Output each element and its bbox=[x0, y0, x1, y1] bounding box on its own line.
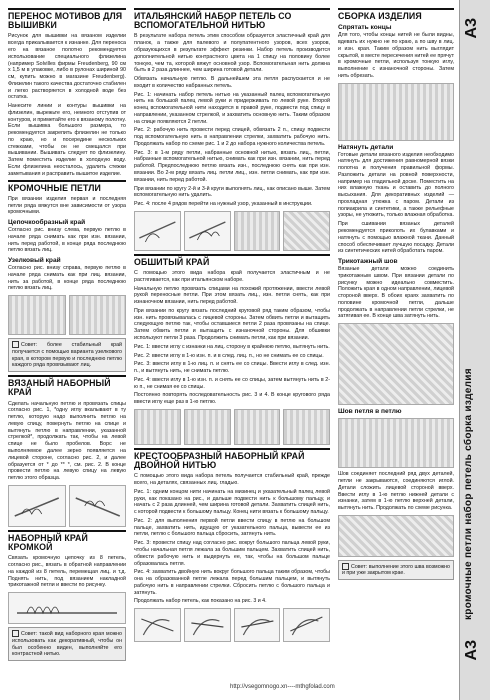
paragraph: Обвязать начальную петлю. В дальнейшем эта петля распускается и не входит в количество набранных петель. bbox=[134, 76, 330, 89]
hand-illustration bbox=[284, 609, 329, 641]
figure-row bbox=[8, 485, 126, 527]
column-middle bbox=[134, 8, 330, 645]
chain-edge-swatch-image bbox=[8, 295, 66, 335]
subheading-knit-seam: Трикотажный шов bbox=[338, 258, 398, 266]
paragraph: Начальную петлю провязать спицами на похожий протяжении, ввести левой рукой переносные петли. При этом вязать лиц., изн. петли снять, как при изнаночном вязании, нить перед работой. bbox=[134, 285, 330, 306]
paragraph: С помощью этого вида набора край получается эластичным и не растягивается, как при итальянском наборе. bbox=[134, 270, 330, 283]
hide-ends-figure bbox=[338, 83, 454, 141]
hand-illustration bbox=[135, 609, 180, 641]
section-divider bbox=[8, 530, 126, 532]
paragraph: Сделать начальную петлю и провязать спицы согласно рис. 1, *одну иглу вкалывают в ту петлю, которую надо выполнить петлю на левую спицу, повернуть петлю на спице и вытянуть петлю в направлении, указанной стрелкой*, продолжать так, чтобы на левой спице не было пробелов. Ворс не выполняемое далее зерно появляется на лицевой стороне, согласно рис. 2, и далее образуется от * до ** *, см. рис. 2. В конце провести петлю на левую спицу на левую петлю этого образца. bbox=[8, 400, 126, 482]
paragraph: Рис. 2: ввести иглу в 1-ю изн. п. и в след. лиц. п., но не снимать ее со спицы. bbox=[134, 352, 324, 359]
section-title-edge-stitches: КРОМОЧНЫЕ ПЕТЛИ bbox=[8, 182, 101, 193]
subheading-chain-edge: Цепочкообразный край bbox=[8, 219, 86, 227]
paragraph: Рис. 4: ввести иглу в 1-ю изн. п. и снять ее со спицы, затем вытянуть нить в 2-ю п., не снимая ее со спицы. bbox=[134, 376, 330, 390]
needle-illustration bbox=[70, 486, 126, 526]
section-divider bbox=[8, 8, 126, 10]
paragraph: Рис. 3: ввести иглу в 1-ю лиц. п. и снять ее со спицы. Ввести иглу в след. изн. п., и вытянуть нить, не снимать петлю. bbox=[134, 361, 330, 375]
paragraph: Связать кромочную цепочку из 8 петель, согласно рис., вязать в обратной направлении на каждой из 8 петель, перемещая лиц. и т.д. Поднять нить, под вязанием накладной трикотажной петли и ввести по рисунку. bbox=[8, 555, 126, 589]
italian-cast-on-figure-3 bbox=[234, 211, 281, 251]
section-divider bbox=[134, 8, 330, 10]
italian-cast-on-figure-4 bbox=[283, 211, 330, 251]
section-divider bbox=[8, 375, 126, 377]
sidebar-running-title: кромочные петли набор петель сборка изделия bbox=[463, 368, 474, 620]
sewn-edge-figure-1 bbox=[134, 409, 181, 445]
needle-illustration bbox=[185, 212, 230, 250]
cross-cast-on-figure-1 bbox=[134, 608, 181, 642]
tip-text: Совет: более стабильный край получается с помощью варианта узелкового края, в котором первую и последнюю петлю каждого ряда провязывают лиц. bbox=[12, 342, 122, 369]
paragraph: При вязании по кругу 2-й и 3-й круги выполнять лиц., как описано выше. Затем вспомогательную нить удалить. bbox=[134, 185, 330, 199]
subheading-hide-ends: Спрятать концы bbox=[338, 24, 392, 32]
paragraph: При сшивании вязаных деталей рекомендуется приколоть их булавками и натянуть с помощью влажной ткани. Данный способ обеспечивает лучшую посадку. Детали из синтетических нитей обработать паром. bbox=[338, 221, 454, 255]
paragraph: Рисунок для вышивки на вязаном изделии всегда прикалывается к изнанке. Для переноса его на вязаное полотно рекомендуется использование специального флизелина (например Solvilles фирмы Freudenberg, 90 см x 1,5 м в упаковке, либо в рулонах шириной 90 см, купить можно в магазине Freudenberg). Флизелин такого качества достаточно стабилен и легко растворяется в холодной воде без остатка. bbox=[8, 33, 126, 101]
paragraph: В результате набора петель этим способом образуется эластичный край для планок, а также для палевого и полупатентного узоров, всех узоров, образующихся в результате эффект резинки. Набор петель производится дополнительной нитью контрастного цвета на 1 спицу на половину более тонкую, чем та, которой вяжут основной узор. Вспомогательная нить должна быть в 2 раза длиннее, чем ширина готовой детали. bbox=[134, 33, 330, 74]
tip-box bbox=[8, 338, 126, 372]
page-section-label: A3 bbox=[463, 18, 480, 39]
paragraph: Согласно рис. внизу слева, первую петлю в начале ряда снимать как при изн. вязании, нить перед работой, в конце ряда последнюю петлю вязать лиц. bbox=[8, 227, 126, 254]
paragraph: Рис. 2: рабочую нить провести перед спицей, обвязать 2 п., спицу подвести под вспомогательную нить в направлении стрелки, захватить рабочую нить. Продолжать набор по схеме рис. 1 и 2 до набора нужного количества петель. bbox=[134, 127, 330, 147]
figure-row bbox=[134, 409, 330, 445]
paragraph: Рис. 1: одним концом нити начинать на мизинец и указательный палец левой руки, как показано на рис., и дальше подвести нить к большому пальцу, и начать с 2 раза длинней, чем ширина готовой детали. Захватить спицей нить, с которой подвести к большому пальцу. Конец нити вязать к большому пальцу. bbox=[134, 488, 330, 516]
section-title-cross-cast-on: КРЕСТООБРАЗНЫЙ НАБОРНЫЙ КРАЙ ДВОЙНОЙ НИТЬЮ bbox=[134, 450, 305, 471]
paragraph: Согласно рис. внизу справа, первую петлю в начале ряда снимать как при лиц. вязании, нить за работой, в конце ряда последнюю петлю вязать лиц. bbox=[8, 265, 126, 292]
paragraph: Рис. 1: ввести иглу с изнанки на лиц. сторону в крайнюю петлю, вытянуть нить. bbox=[134, 343, 330, 350]
paragraph: Рис. 2: для выполнения первой петли ввести спицу в петлю на большом пальце, захватить нить, идущую от указательного пальца, вывести ее из петли, петлю с большого пальца сбросить, затянуть нить. bbox=[134, 517, 330, 538]
subheading-knot-edge: Узелковый край bbox=[8, 257, 61, 265]
paragraph: При вязании изделия первая и последняя петли ряда вяжутся вне зависимости от узора кромочными. bbox=[8, 195, 126, 216]
section-title-assembly: СБОРКА ИЗДЕЛИЯ bbox=[338, 11, 422, 21]
section-divider bbox=[338, 8, 454, 10]
tip-text: Совет: выполнение этого шва возможно и при уже закрытом крае. bbox=[342, 563, 450, 577]
column-left bbox=[8, 8, 126, 664]
checkbox-icon bbox=[12, 341, 19, 348]
cross-cast-on-figure-4 bbox=[283, 608, 330, 642]
tip-box bbox=[8, 627, 126, 661]
subheading-block-pieces: Натянуть детали bbox=[338, 143, 394, 151]
section-title-crochet-cast-on: НАБОРНЫЙ КРАЙ КРОМКОЙ bbox=[8, 532, 88, 553]
sewn-edge-figure-4 bbox=[283, 409, 330, 445]
hand-illustration bbox=[185, 609, 230, 641]
section-title-sewn-edge: ОБШИТЫЙ КРАЙ bbox=[134, 256, 210, 267]
paragraph: Постоянно повторять последовательность рис. 3 и 4. В конце кругового ряда ввести иглу еще раз в 1-ю петлю. bbox=[134, 392, 330, 406]
knot-edge-swatch-image bbox=[69, 295, 127, 335]
italian-cast-on-figure-1 bbox=[134, 211, 181, 251]
tip-text: Совет: такой вид наборного края можно использовать как декоративный, чтобы он был особенно виден, выполняйте его контрастной нитью. bbox=[12, 631, 122, 658]
crochet-cast-on-figure bbox=[8, 592, 126, 624]
checkbox-icon bbox=[12, 630, 19, 637]
paragraph: Рис. 4: захватить двойную нить вокруг большого пальца таким образом, чтобы она на образованной петле лежала перед большим пальцем, и вытянуть рабочую нить в направлении стрелки. Сбросить петлю с большого пальца и затянуть. bbox=[134, 569, 330, 596]
knitted-cast-on-figure-2 bbox=[69, 485, 127, 527]
crochet-illustration bbox=[9, 593, 125, 623]
paragraph: Продолжать набор петель, как показано на рис. 3 и 4. bbox=[134, 598, 267, 605]
loop-seam-figure-2 bbox=[338, 515, 454, 557]
figure-row bbox=[8, 295, 126, 335]
needle-illustration bbox=[135, 212, 180, 250]
page-sidebar bbox=[459, 0, 490, 700]
section-divider bbox=[134, 254, 330, 256]
paragraph: С помощью этого вида набора петель получается стабильный край, прежде всего, на деталях, связанных лиц. гладью. bbox=[134, 473, 330, 487]
paragraph: Рис. 3: провести спицу над согласно рис. вокруг большого пальца левой руки, чтобы начальная петля лежала за большим пальцем. Захватить спицей нить, обвести рабочую нить и выдернуть ее, так, чтобы на большом пальце образовалась петля. bbox=[134, 540, 330, 567]
paragraph: Рис. 3: в 1-м ряду петли, набранные основной нитью, вязать лиц., петли, набранные вспомогательной нитью, снимать как при изн. вязании, нить перед работой. Предпоследнюю петлю вязать изн., последнюю снять как при изн. вязании. Во 2-м ряду вязать лиц. петли лиц., изн. петли снимать, как при изн. вязании, нить перед работой. bbox=[134, 149, 330, 183]
checkbox-icon bbox=[342, 563, 349, 570]
source-url[interactable]: http://vsegomnogo.xn----mthgfolad.com bbox=[230, 684, 335, 690]
paragraph: Рис. 4: после 4 рядов перейти на нужный узор, указанный в инструкции. bbox=[134, 201, 313, 208]
sewn-edge-figure-3 bbox=[234, 409, 281, 445]
knit-seam-figure bbox=[338, 323, 454, 405]
paragraph: Нанесите линии и контуры вышивки на флизелин, вырежьте его, немного отступив от контуров, и приметайте его к вязаному полотну. Если вышивка большого размера, то рекомендуется закрепить флизелин не только по краю, но и посередине нескольких стежками, чтобы он не смещался при вышивании. Вышивать следует по флизелину. Затем поместить изделие в холодную воду. Если флизелина неосталось, удалить стежки заметывания и расправить вышитое изделие. bbox=[8, 103, 126, 177]
figure-row bbox=[134, 608, 330, 642]
needle-illustration bbox=[9, 486, 65, 526]
column-right bbox=[338, 8, 454, 583]
subheading-loop-to-loop-seam: Шов петля в петлю bbox=[338, 408, 402, 416]
section-title-italian-cast-on: ИТАЛЬЯНСКИЙ НАБОР ПЕТЕЛЬ СО ВСПОМОГАТЕЛЬНОЙ НИТЬЮ bbox=[134, 11, 292, 31]
paragraph: Готовые детали вязаного изделия необходимо натянуть для достижения равномерной вязки полотна и получения правильной формы. Разложить детали на ровной поверхности, например на гладильной доске. Поместить на них влажную ткань и оставить до полного высыхания. Для декоративных изделий — прохладная утюжка с паром. Детали из полиакрила и синтетики, а также рельефные узоры, не утюжить, только влажная обработка. bbox=[338, 151, 454, 219]
hand-illustration bbox=[235, 609, 280, 641]
figure-row bbox=[134, 211, 330, 251]
sewn-edge-figure-2 bbox=[184, 409, 231, 445]
section-divider bbox=[134, 448, 330, 450]
tip-box bbox=[338, 560, 454, 580]
section-divider bbox=[8, 180, 126, 182]
loop-seam-figure-1 bbox=[338, 418, 454, 468]
paragraph: Вязаные детали можно соединить трикотажным швом. При вязании детали по рисунку можно идеально совместить. Положить края в одном направлении, лицевой стороной вверх. В обоих краях захватить по половине кромочной петли, дальше продолжать в направлении петли стрелки, не затягивая ее. В конце шва затянуть нить. bbox=[338, 266, 454, 320]
paragraph: При вязании по кругу вязать последний круговой ряд таким образом, чтобы изн. нить провязывалась с лицевой стороны. Затем обвить петли и вытащить следующую петлю так, чтобы оставшиеся петли 2 раза провязаны на спице. Затем обвить петли и вытащить с изнаночной стороны. Для обшивки используют петли 3 раза. Продолжить снимать петли, как при вязании. bbox=[134, 307, 330, 341]
paragraph: Для того, чтобы концы нитей не были видны, вдевать их нужно не по краю, а по шву в лиц. и изн. края. Таким образом нить выглядит скрытой, в месте пересечения нитей ее прячут в кромочные петли, используя тонкую иглу, выполнение с изнаночной стороны. Затем нить обрезать. bbox=[338, 32, 454, 79]
page-section-label: A3 bbox=[463, 640, 480, 661]
paragraph: Шов соединяет последний ряд двух деталей, петли не закрываются, соединяются иглой. Детали сложить лицевой стороной вверх. Ввести иглу в 1-ю петлю нижней детали с изнанки, затем в 1-ю петлю верхней детали, вытянуть нить. Продолжать по схеме рисунка. bbox=[338, 471, 454, 512]
cross-cast-on-figure-2 bbox=[184, 608, 231, 642]
section-title-embroidery: ПЕРЕНОС МОТИВОВ ДЛЯ ВЫШИВКИ bbox=[8, 11, 123, 31]
section-title-knitted-cast-on: ВЯЗАНЫЙ НАБОРНЫЙ КРАЙ bbox=[8, 378, 111, 398]
italian-cast-on-figure-2 bbox=[184, 211, 231, 251]
paragraph: Рис. 1: начинать набор петель нитью на указанный палец вспомогательную нить на большой палец левой руки и придерживать по левой руке. Второй конец вспомогательной нити находится в правой руке, подвести под спицу в направлении, указанном стрелкой, и захватить основную нить. Таким образом на спице появляются 2 петли. bbox=[134, 91, 330, 125]
knitted-cast-on-figure-1 bbox=[8, 485, 66, 527]
cross-cast-on-figure-3 bbox=[234, 608, 281, 642]
